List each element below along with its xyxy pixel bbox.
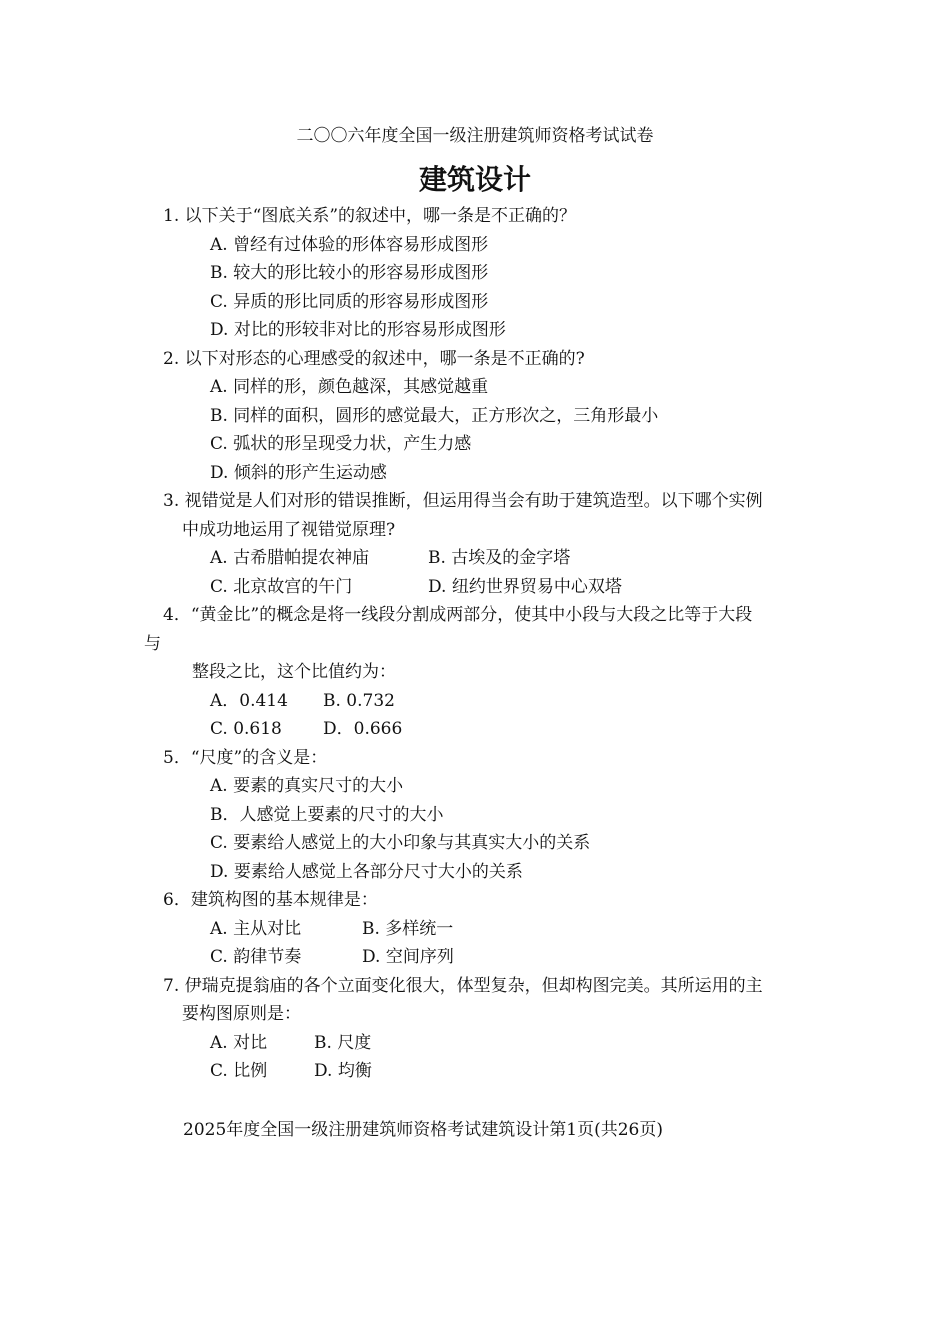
question-3-option-c: C. 北京故宫的午门: [210, 577, 353, 597]
question-2-option-c: C. 弧状的形呈现受力状，产生力感: [210, 434, 472, 454]
question-5-option-a: A. 要素的真实尺寸的大小: [210, 776, 404, 796]
question-7-option-d: D. 均衡: [314, 1061, 372, 1081]
question-7-stem-line-2: 要构图原则是：: [182, 1004, 301, 1024]
subject-heading: 建筑设计: [418, 163, 531, 196]
question-4-stem-line-1: 4．“黄金比”的概念是将一线段分割成两部分，使其中小段与大段之比等于大段: [163, 605, 753, 625]
question-7-option-c: C. 比例: [210, 1061, 268, 1081]
question-3-stem-line-2: 中成功地运用了视错觉原理?: [182, 520, 396, 540]
question-1-stem: 1. 以下关于“图底关系”的叙述中，哪一条是不正确的？: [163, 206, 577, 226]
question-4-option-c: C. 0.618: [210, 719, 282, 739]
question-3-option-d: D. 纽约世界贸易中心双塔: [428, 577, 622, 597]
question-4-option-a: A．0.414: [210, 691, 288, 711]
question-5-option-c: C. 要素给人感觉上的大小印象与其真实大小的关系: [210, 833, 591, 853]
question-3-option-b: B. 古埃及的金字塔: [428, 548, 571, 568]
question-6-option-c: C. 韵律节奏: [210, 947, 302, 967]
question-2-option-a: A. 同样的形，颜色越深，其感觉越重: [210, 377, 489, 397]
question-5-stem: 5．“尺度”的含义是：: [163, 748, 328, 768]
question-5-option-b: B．人感觉上要素的尺寸的大小: [210, 805, 444, 825]
question-6-option-a: A. 主从对比: [210, 919, 302, 939]
question-1-option-b: B. 较大的形比较小的形容易形成图形: [210, 263, 489, 283]
question-6-option-b: B. 多样统一: [362, 919, 454, 939]
question-3-option-a: A. 古希腊帕提农神庙: [210, 548, 370, 568]
page-footer: 2025年度全国一级注册建筑师资格考试建筑设计第1页(共26页): [183, 1120, 663, 1140]
question-2-stem: 2. 以下对形态的心理感受的叙述中，哪一条是不正确的?: [163, 349, 585, 369]
question-5-option-d: D. 要素给人感觉上各部分尺寸大小的关系: [210, 862, 523, 882]
question-4-option-b: B. 0.732: [323, 691, 395, 711]
question-6-stem: 6．建筑构图的基本规律是：: [163, 890, 378, 910]
question-7-option-a: A. 对比: [210, 1033, 268, 1053]
question-1-option-a: A. 曾经有过体验的形体容易形成图形: [210, 235, 489, 255]
question-4-stem-line-3: 整段之比，这个比值约为：: [192, 662, 396, 682]
question-1-option-c: C. 异质的形比同质的形容易形成图形: [210, 292, 489, 312]
question-7-stem-line-1: 7. 伊瑞克提翁庙的各个立面变化很大，体型复杂，但却构图完美。其所运用的主: [163, 976, 763, 996]
question-1-option-d: D. 对比的形较非对比的形容易形成图形: [210, 320, 506, 340]
exam-title: 二〇〇六年度全国一级注册建筑师资格考试试卷: [296, 126, 654, 146]
question-4-option-d: D．0.666: [323, 719, 403, 739]
question-7-option-b: B. 尺度: [314, 1033, 372, 1053]
question-6-option-d: D. 空间序列: [362, 947, 454, 967]
question-2-option-d: D. 倾斜的形产生运动感: [210, 463, 387, 483]
question-2-option-b: B. 同样的面积，圆形的感觉最大，正方形次之，三角形最小: [210, 406, 659, 426]
question-3-stem-line-1: 3. 视错觉是人们对形的错误推断，但运用得当会有助于建筑造型。以下哪个实例: [163, 491, 763, 511]
question-4-stem-line-2: 与: [144, 634, 161, 654]
